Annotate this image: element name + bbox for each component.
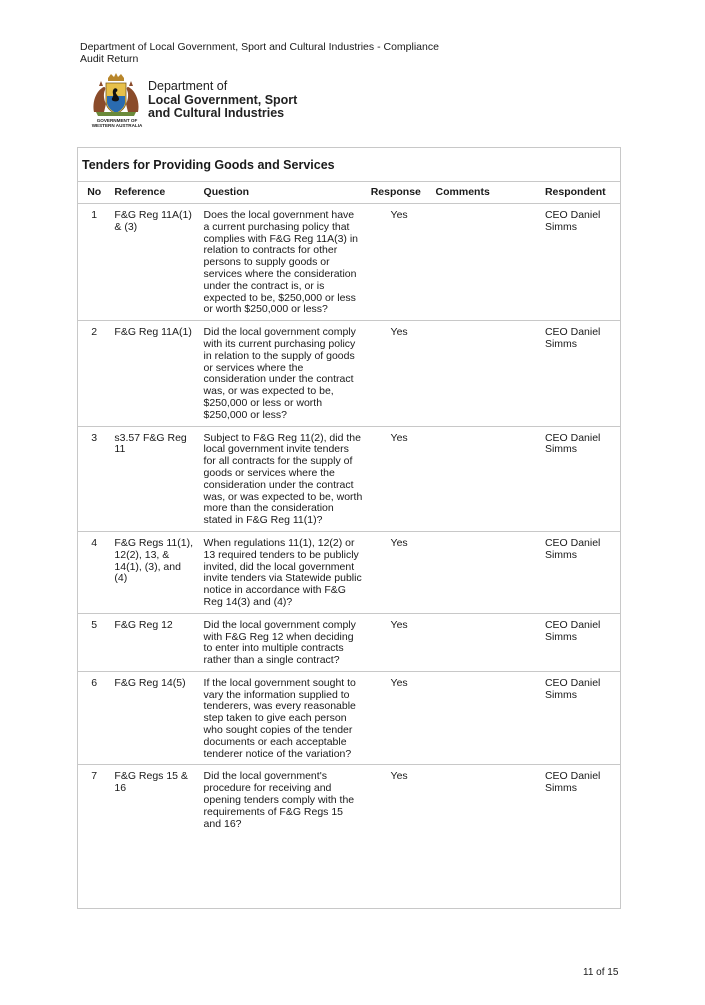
department-name	[148, 80, 297, 121]
cell-no: 4	[78, 531, 110, 613]
document-header: Department of Local Government, Sport and Cultural Industries - Compliance Audit Return	[80, 41, 439, 65]
dept-line-2: Local Government, Sport	[148, 92, 298, 107]
cell-response: Yes	[367, 426, 432, 531]
caption-line-2: WESTERN AUSTRALIA	[91, 123, 143, 129]
cell-question: Subject to F&G Reg 11(2), did the local government invite tenders for all contracts for the supply of goods or services where the consideration under the contract was, or was expected to be, worth more than the consideration stated in F&G Reg 11(1)?	[200, 426, 367, 531]
cell-response: Yes	[367, 204, 432, 321]
cell-no: 2	[78, 321, 110, 426]
cell-reference: F&G Reg 12	[110, 613, 199, 671]
cell-reference: s3.57 F&G Reg 11	[110, 426, 199, 531]
cell-response: Yes	[367, 613, 432, 671]
cell-response: Yes	[367, 321, 432, 426]
cell-comments	[432, 765, 541, 834]
table-header-row	[78, 182, 620, 204]
cell-comments	[432, 204, 541, 321]
caption-line-1: GOVERNMENT OF	[96, 118, 138, 123]
table-row	[78, 321, 620, 426]
cell-comments	[432, 426, 541, 531]
cell-no: 6	[78, 671, 110, 765]
cell-reference: F&G Regs 11(1), 12(2), 13, & 14(1), (3), and (4)	[110, 531, 199, 613]
cell-respondent: CEO Daniel Simms	[541, 204, 620, 321]
cell-question: Did the local government comply with its current purchasing policy in relation to the supply of goods or services where the consideration under the contract was, or was expected to be, $250,000 or less or worth $250,000 or less?	[200, 321, 367, 426]
col-question: Question	[200, 182, 367, 204]
section-title: Tenders for Providing Goods and Services	[82, 158, 335, 172]
cell-reference: F&G Reg 14(5)	[110, 671, 199, 765]
cell-reference: F&G Reg 11A(1)	[110, 321, 199, 426]
audit-table	[78, 181, 620, 834]
dept-line-3: and Cultural Industries	[148, 106, 285, 120]
dept-line-1: Department of	[148, 79, 228, 93]
cell-question: Did the local government's procedure for receiving and opening tenders comply with the requirements of F&G Regs 15 and 16?	[203, 770, 355, 830]
cell-response: Yes	[367, 531, 432, 613]
cell-question: When regulations 11(1), 12(2) or 13 required tenders to be publicly invited, did the local government invite tenders via Statewide public notice in accordance with F&G Reg 14(3) and (4)?	[200, 531, 367, 613]
table-row	[78, 204, 620, 321]
cell-comments	[432, 321, 541, 426]
cell-question: If the local government sought to vary the information supplied to tenderers, was every reasonable step taken to give each person who sought copies of the tender documents or each acceptable tenderer notice of the variation?	[200, 671, 367, 765]
crest-caption	[86, 118, 148, 128]
cell-reference: F&G Reg 11A(1) & (3)	[110, 204, 199, 321]
government-logo	[86, 72, 306, 134]
cell-respondent: CEO Daniel Simms	[541, 321, 620, 426]
cell-respondent: CEO Daniel Simms	[541, 671, 620, 765]
cell-respondent: CEO Daniel Simms	[541, 426, 620, 531]
page-number: 11 of 15	[583, 967, 619, 978]
cell-question: Does the local government have a current purchasing policy that complies with F&G Reg 11A(3) in relation to contracts for other persons to supply goods or services where the consideration under the contract is, or is expected to be, $250,000 or less or worth $250,000 or less?	[200, 204, 367, 321]
cell-no: 5	[78, 613, 110, 671]
cell-no: 3	[78, 426, 110, 531]
cell-response: Yes	[367, 671, 432, 765]
col-comments: Comments	[432, 182, 541, 204]
cell-reference: F&G Regs 15 & 16	[114, 770, 188, 795]
cell-no: 1	[78, 204, 110, 321]
cell-comments	[432, 613, 541, 671]
cell-question: Did the local government comply with F&G Reg 12 when deciding to enter into multiple contracts rather than a single contract?	[200, 613, 367, 671]
cell-no: 7	[91, 770, 98, 783]
cell-response: Yes	[390, 770, 408, 783]
col-no: No	[78, 182, 110, 204]
cell-comments	[432, 531, 541, 613]
cell-comments	[432, 671, 541, 765]
tenders-section	[77, 147, 621, 909]
table-row	[78, 426, 620, 531]
cell-respondent: CEO Daniel Simms	[541, 531, 620, 613]
col-response: Response	[367, 182, 432, 204]
table-row	[78, 671, 620, 765]
cell-respondent: CEO Daniel Simms	[544, 770, 601, 795]
col-reference: Reference	[110, 182, 199, 204]
cell-respondent: CEO Daniel Simms	[541, 613, 620, 671]
col-respondent: Respondent	[541, 182, 620, 204]
table-row	[78, 531, 620, 613]
table-row	[78, 765, 620, 834]
table-row	[78, 613, 620, 671]
